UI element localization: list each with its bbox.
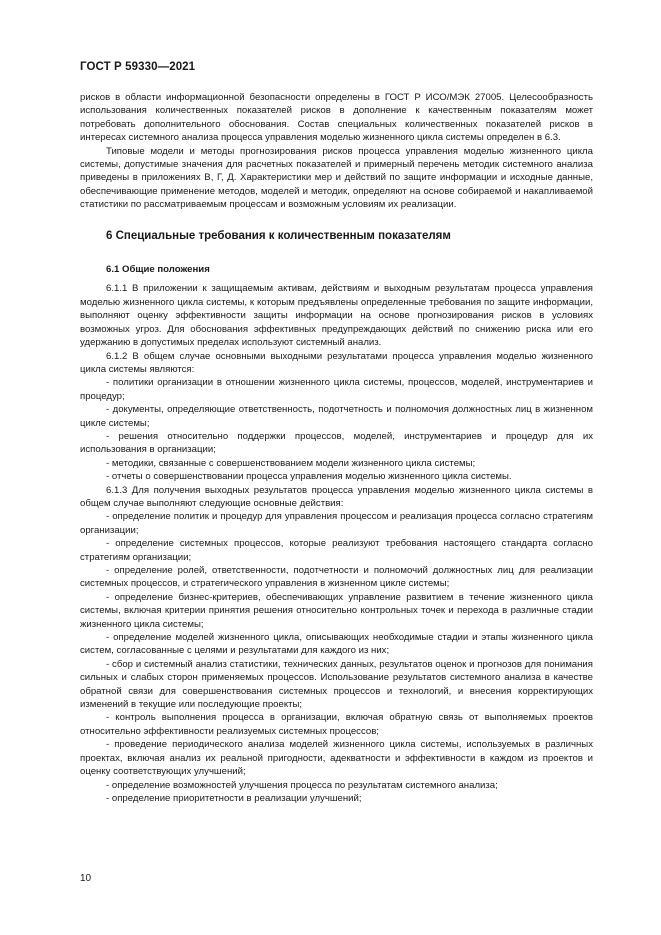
list-item: - определение возможностей улучшения процесса по результатам системного анализа; xyxy=(106,779,498,791)
list-item: - политики организации в отношении жизненного цикла системы, процессов, моделей, инструментариев и процедур; xyxy=(80,377,593,402)
subsection-heading: 6.1 Общие положения xyxy=(106,264,210,276)
paragraph: 6.1.3 Для получения выходных результатов процесса управления моделью жизненного цикла системы в общем случае выполняют следующие основные действия: xyxy=(80,484,593,509)
list-item: - методики, связанные с совершенствованием модели жизненного цикла системы; xyxy=(106,457,476,469)
list-item: - отчеты о совершенствовании процесса управления моделью жизненного цикла системы. xyxy=(106,471,512,483)
paragraph: Типовые модели и методы прогнозирования рисков процесса управления моделью жизненного цикла системы, допустимые значения для расчетных показателей и примерный перечень методик системного анализа приведены в приложениях В, Г, Д. Характеристики мер и действий по защите информации и исходные данные, обеспечивающие применение методов, моделей и методик, определяют на основе собираемой и накапливаемой статистики по рассматриваемым процессам и возможным условиям их реализации. xyxy=(80,145,593,211)
paragraph: рисков в области информационной безопасности определены в ГОСТ Р ИСО/МЭК 27005. Целесообразность использования количественных показателей рисков в дополнение к качественным показателям может потребовать дополнительного обоснования. Состав специальных количественных показателей рисков в интересах системного анализа процесса управления моделью жизненного цикла системы определен в 6.3. xyxy=(80,92,593,144)
list-item: - проведение периодического анализа моделей жизненного цикла системы, используемых в различных проектах, включая анализ их реальной пригодности, адекватности и эффективности в каждом из проектов и оценку соответствующих улучшений; xyxy=(80,739,593,778)
list-item: - определение бизнес-критериев, обеспечивающих управление развитием в течение жизненного цикла системы, включая критерии принятия решения относительно контрольных точек и перехода в различные стадии жизненного цикла системы; xyxy=(80,591,593,630)
list-item: - определение политик и процедур для управления процессом и реализация процесса согласно стратегиям организации; xyxy=(80,511,593,536)
list-item: - сбор и системный анализ статистики, технических данных, результатов оценок и прогнозов для понимания сильных и слабых сторон применяемых процессов. Использование результатов системного анализа в качестве обратной связи для совершенствования системных процессов и технологий, и внесения корректирующих изменений в текущие или последующие проекты; xyxy=(80,658,593,711)
list-item: - определение ролей, ответственности, подотчетности и полномочий должностных лиц для реализации системных процессов, и стратегического управления в жизненном цикле системы; xyxy=(80,565,593,590)
list-item: - определение системных процессов, которые реализуют требования настоящего стандарта согласно стратегиям организации; xyxy=(80,538,593,563)
list-item: - определение моделей жизненного цикла, описывающих необходимые стадии и этапы жизненного цикла систем, согласованные с целями и результатами для каждого из них; xyxy=(80,632,593,657)
list-item: - определение приоритетности в реализации улучшений; xyxy=(106,792,362,804)
list-item: - решения относительно поддержки процессов, моделей, инструментариев и процедур для их использования в организации; xyxy=(80,430,593,456)
list-item: - контроль выполнения процесса в организации, включая обратную связь от выполняемых проектов относительно эффективности реализуемых системных процессов; xyxy=(80,712,593,737)
document-header: ГОСТ Р 59330—2021 xyxy=(80,61,196,73)
paragraph: 6.1.2 В общем случае основными выходными результатами процесса управления моделью жизненного цикла системы являются: xyxy=(80,350,593,375)
section-heading: 6 Специальные требования к количественным показателям xyxy=(106,229,451,242)
list-item: - документы, определяющие ответственность, подотчетность и полномочия должностных лиц в жизненном цикле системы; xyxy=(80,404,593,429)
paragraph: 6.1.1 В приложении к защищаемым активам, действиям и выходным результатам процесса управления моделью жизненного цикла системы, к которым предъявлены определенные требования по защите информации, выполняют оценку эффективности защиты информации на основе прогнозирования рисков в условиях возможных угроз. Для обоснования эффективных предупреждающих действий по снижению риска или его удержанию в допустимых пределах используют системный анализ. xyxy=(80,283,593,349)
page-number: 10 xyxy=(80,873,92,884)
document-body xyxy=(80,91,593,805)
